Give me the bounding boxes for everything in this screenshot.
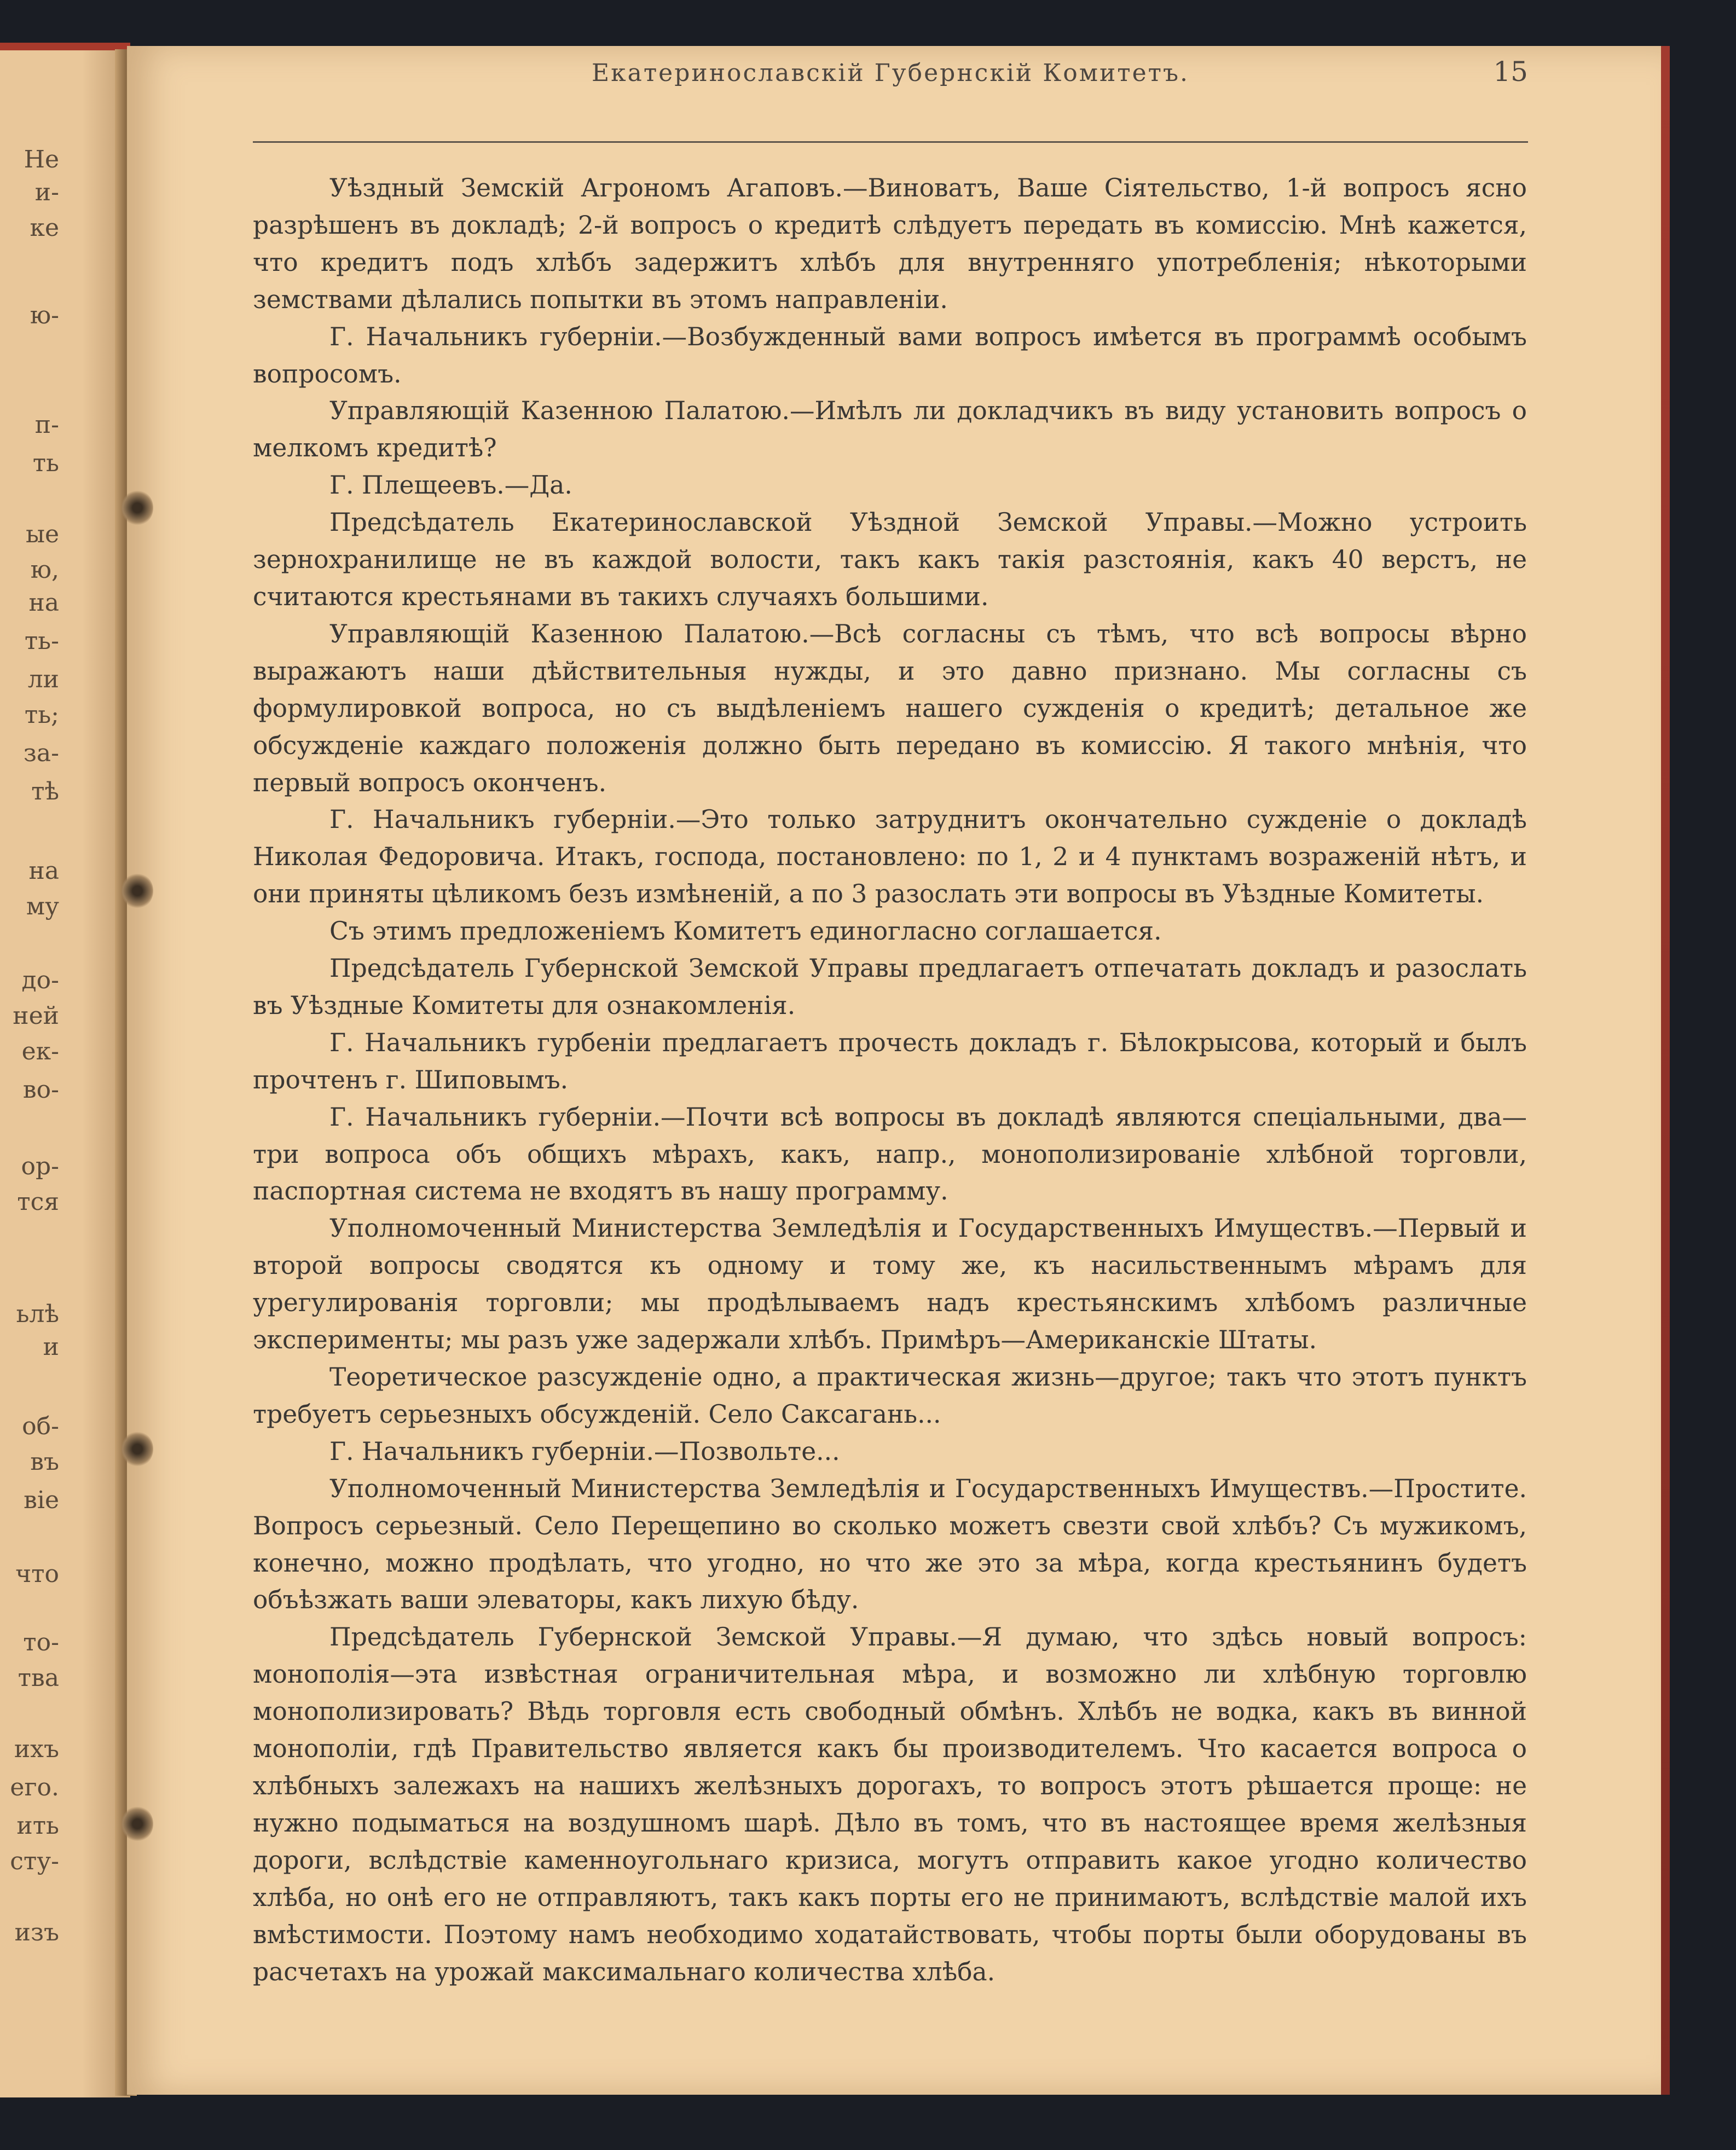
left-page-fragment: во- xyxy=(22,1076,59,1104)
left-page-fragment: п- xyxy=(34,411,59,439)
left-page-fragment: за- xyxy=(23,739,59,767)
left-page-fragment: ть xyxy=(32,449,59,477)
left-page-fragment: и xyxy=(43,1333,59,1361)
paragraph: Уѣздный Земскій Агрономъ Агаповъ.—Виноватъ, Ваше Сіятельство, 1-й вопросъ ясно разрѣшенъ въ докладѣ; 2-й вопросъ о кредитѣ слѣдуетъ передать въ комиссію. Мнѣ кажется, что кредитъ подъ хлѣбъ задержитъ хлѣбъ для внутренняго употребленія; нѣкоторыми земствами дѣлались попытки въ этомъ направленіи. xyxy=(253,173,1527,314)
paragraph: Теоретическое разсужденіе одно, а практическая жизнь—другое; такъ что этотъ пунктъ требуетъ серьезныхъ обсужденій. Село Саксагань... xyxy=(253,1363,1527,1429)
left-page-fragment: тва xyxy=(18,1664,59,1692)
red-page-edge xyxy=(1661,46,1670,2095)
page-number: 15 xyxy=(1493,56,1528,88)
left-page-fragment: тѣ xyxy=(31,778,59,805)
paragraph: Управляющій Казенною Палатою.—Всѣ согласны съ тѣмъ, что всѣ вопросы вѣрно выражаютъ наши дѣйствительныя нужды, и это давно признано. Мы согласны съ формулировкой вопроса, но съ выдѣленіемъ нашего сужденія о кредитѣ; детальное же обсужденіе каждаго положенія должно быть передано въ комиссію. Я такого мнѣнія, что первый вопросъ оконченъ. xyxy=(253,619,1527,797)
left-page-fragment: до- xyxy=(21,966,59,994)
left-page-fragment: въ xyxy=(30,1448,59,1476)
left-page-fragment: ить xyxy=(16,1812,59,1840)
page-body xyxy=(253,170,1527,1990)
left-page-fragment: его. xyxy=(10,1774,59,1801)
header-rule xyxy=(253,141,1528,143)
left-page-fragment: ихъ xyxy=(14,1735,59,1763)
left-page-fragment: Не xyxy=(24,146,59,173)
left-page-fragment: віе xyxy=(24,1486,59,1514)
left-page-fragment: на xyxy=(28,589,59,617)
left-page-fragment: ней xyxy=(13,1002,59,1030)
left-page-fragment: на xyxy=(28,857,59,885)
left-page-fragment: ли xyxy=(27,665,59,693)
binding-thread-hole xyxy=(121,1431,153,1467)
paragraph: Предсѣдатель Губернской Земской Управы предлагаетъ отпечатать докладъ и разослать въ Уѣздные Комитеты для ознакомленія. xyxy=(253,954,1527,1020)
left-page-fragment: что xyxy=(15,1560,59,1588)
running-header xyxy=(253,56,1528,108)
left-page-fragment: ек- xyxy=(21,1038,59,1065)
paragraph: Управляющій Казенною Палатою.—Имѣлъ ли докладчикъ въ виду установить вопросъ о мелкомъ кредитѣ? xyxy=(253,396,1527,463)
left-page-fragment: ьлѣ xyxy=(16,1300,59,1328)
paragraph: Г. Начальникъ губерніи.—Это только затруднитъ окончательно сужденіе о докладѣ Николая Федоровича. Итакъ, господа, постановлено: по 1, 2 и 4 пунктамъ возраженій нѣтъ, и они приняты цѣликомъ безъ измѣненій, а по 3 разослать эти вопросы въ Уѣздные Комитеты. xyxy=(253,805,1527,909)
left-page-fragment: и- xyxy=(34,178,59,206)
paragraph: Предсѣдатель Екатеринославской Уѣздной Земской Управы.—Можно устроить зернохранилище не въ каждой волости, такъ какъ такія разстоянія, какъ 40 верстъ, не считаются крестьянами въ такихъ случаяхъ большими. xyxy=(253,508,1527,611)
binding-thread-hole xyxy=(121,873,153,909)
left-page-fragment: ые xyxy=(25,520,59,548)
left-page-edge xyxy=(0,43,130,2097)
paragraph: Уполномоченный Министерства Земледѣлія и Государственныхъ Имуществъ.—Первый и второй вопросы сводятся къ одному и тому же, къ насильственнымъ мѣрамъ для урегулированія торговли; мы продѣлываемъ надъ крестьянскимъ хлѣбомъ различные эксперименты; мы разъ уже задержали хлѣбъ. Примѣръ—Американскіе Штаты. xyxy=(253,1214,1527,1355)
left-page-fragment: то- xyxy=(23,1629,59,1656)
header-title: Екатеринославскій Губернскій Комитетъ. xyxy=(591,59,1190,87)
left-page-fragment: тся xyxy=(17,1188,59,1216)
left-page-fragment: об- xyxy=(22,1412,59,1440)
left-page-fragment: ю, xyxy=(30,556,59,584)
paragraph: Г. Начальникъ губерніи.—Позвольте... xyxy=(329,1436,840,1466)
paragraph: Уполномоченный Министерства Земледѣлія и Государственныхъ Имуществъ.—Простите. Вопросъ серьезный. Село Перещепино во сколько можетъ свезти свой хлѣбъ? Съ мужикомъ, конечно, можно продѣлать, что угодно, но что же это за мѣра, когда крестьянинъ будетъ объѣзжать ваши элеваторы, какъ лихую бѣду. xyxy=(253,1474,1527,1615)
binding-thread-hole xyxy=(121,1806,153,1842)
left-page-fragment: ор- xyxy=(21,1152,59,1180)
left-page-fragment: изъ xyxy=(14,1919,59,1946)
paragraph: Предсѣдатель Губернской Земской Управы.—Я думаю, что здѣсь новый вопросъ: монополія—эта извѣстная ограничительная мѣра, и возможно ли хлѣбную торговлю монополизировать? Вѣдь торговля есть свободный обмѣнъ. Хлѣбъ не водка, какъ въ винной монополіи, гдѣ Правительство является какъ бы производителемъ. Что касается вопроса о хлѣбныхъ залежахъ на нашихъ желѣзныхъ дорогахъ, то вопросъ этотъ рѣшается проще: не нужно подыматься на воздушномъ шарѣ. Дѣло въ томъ, что въ настоящее время желѣзныя дороги, вслѣдствіе каменноугольнаго кризиса, могутъ отправить какое угодно количество хлѣба, но онѣ его не отправляютъ, такъ какъ порты его не принимаютъ, вслѣдствіе малой ихъ вмѣстимости. Поэтому намъ необходимо ходатайствовать, чтобы порты были оборудованы въ расчетахъ на урожай максимальнаго количества хлѣба. xyxy=(253,1622,1527,1986)
paragraph: Г. Начальникъ губерніи.—Почти всѣ вопросы въ докладѣ являются спеціальными, два—три вопроса объ общихъ мѣрахъ, какъ, напр., монополизированіе хлѣбной торговли, паспортная система не входятъ въ нашу программу. xyxy=(253,1102,1527,1206)
left-page-fragment: ю- xyxy=(30,302,59,329)
paragraph: Г. Начальникъ губерніи.—Возбужденный вами вопросъ имѣется въ программѣ особымъ вопросомъ. xyxy=(253,322,1527,389)
paragraph: Г. Начальникъ гурбеніи предлагаетъ прочесть докладъ г. Бѣлокрысова, который и былъ прочтенъ г. Шиповымъ. xyxy=(253,1028,1527,1094)
left-page-fragment: ть; xyxy=(24,701,59,729)
left-page-fragment: му xyxy=(26,893,59,920)
left-page-fragment: ть- xyxy=(24,627,59,655)
left-page-fragment: ке xyxy=(30,214,59,242)
binding-thread-hole xyxy=(121,490,153,526)
paragraph: Съ этимъ предложеніемъ Комитетъ единогласно соглашается. xyxy=(329,917,1162,946)
left-page-fragment: сту- xyxy=(10,1847,59,1875)
paragraph: Г. Плещеевъ.—Да. xyxy=(329,471,572,500)
